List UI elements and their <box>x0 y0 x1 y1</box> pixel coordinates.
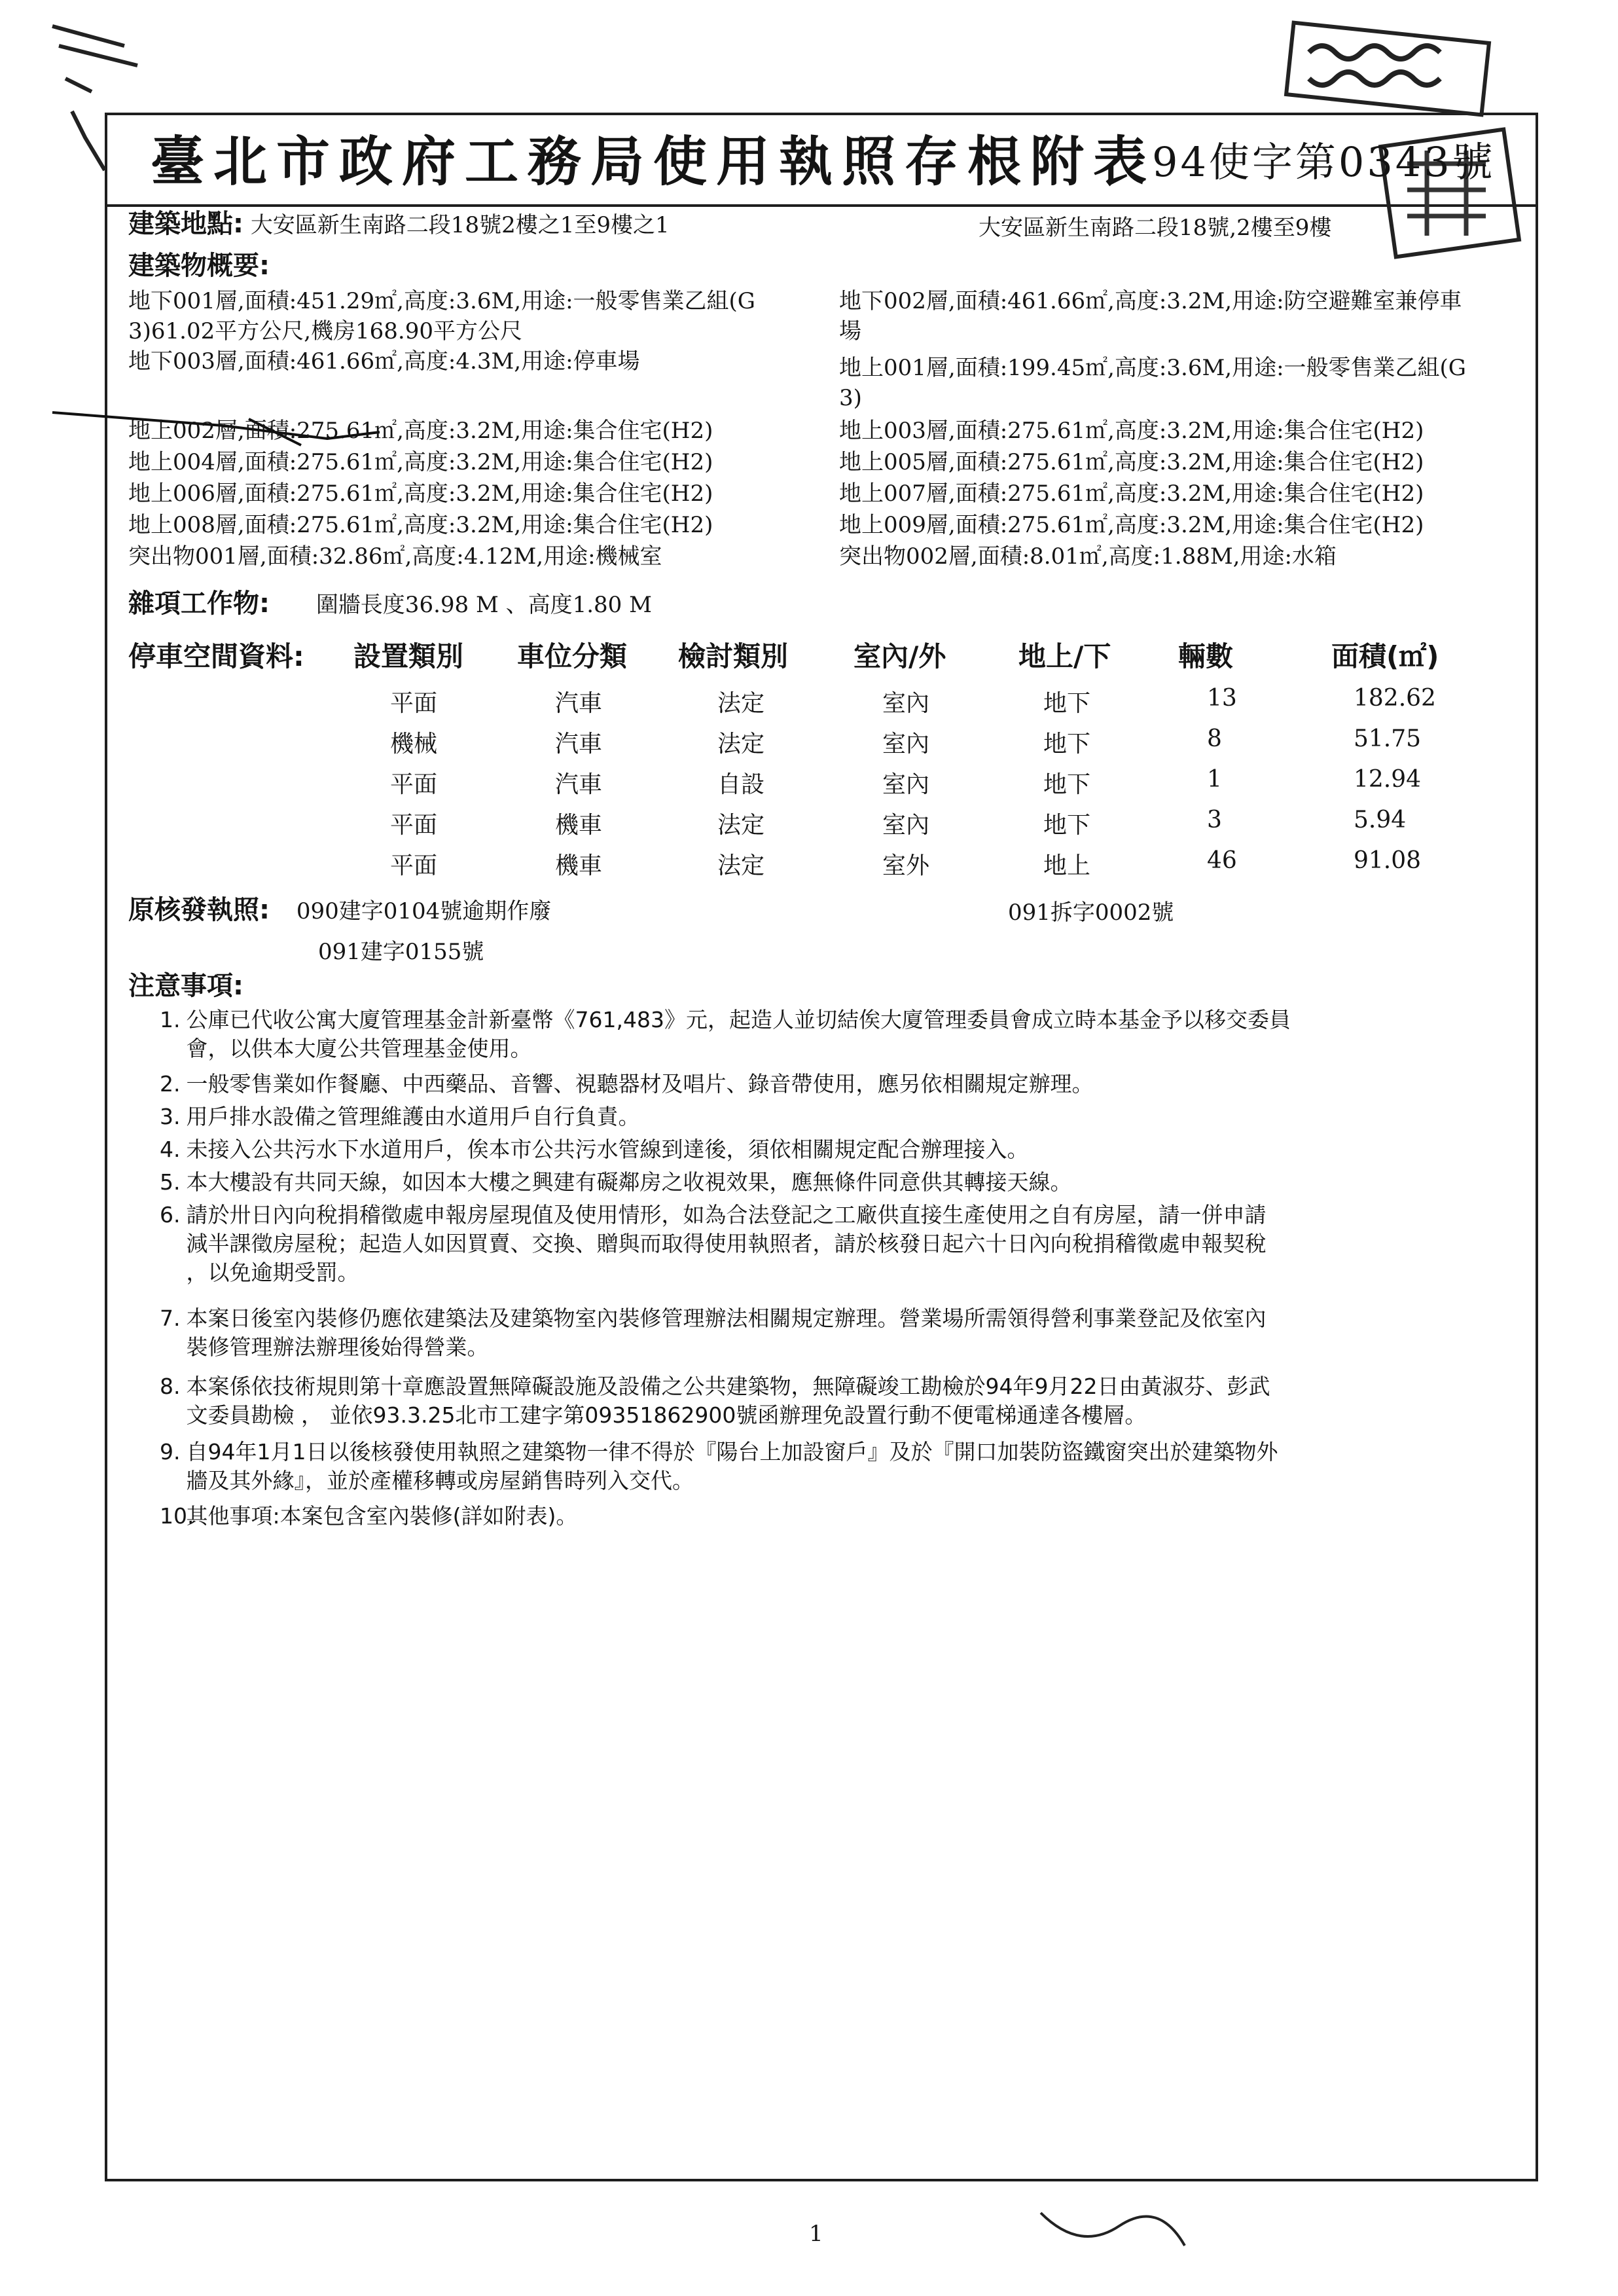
note-text: 請於卅日內向稅捐稽徵處申報房屋現值及使用情形，如為合法登記之工廠供直接生產使用之自有房屋，請一併申請 <box>186 1202 1267 1228</box>
parking-cell: 法定 <box>717 852 765 879</box>
note-text: 其他事項:本案包含室內裝修(詳如附表)。 <box>186 1503 578 1529</box>
note-number: 4. <box>160 1137 181 1162</box>
parking-cell: 12.94 <box>1354 766 1422 793</box>
misc-works-row <box>128 589 652 619</box>
parking-cell: 機械 <box>390 731 438 757</box>
note-number: 6. <box>160 1202 181 1228</box>
parking-cell: 地下 <box>1043 771 1091 798</box>
overview-right-line: 場 <box>839 318 861 344</box>
parking-cell: 平面 <box>390 812 438 839</box>
note-item <box>160 1502 1528 1531</box>
overview-right-line: 3) <box>839 385 862 411</box>
original-permit-line2: 091建字0155號 <box>318 939 484 965</box>
note-text: 文委員勘檢 ， 並依93.3.25北市工建字第09351862900號函辦理免設置行動不便電梯通達各樓層。 <box>186 1402 1147 1428</box>
note-text: 本案日後室內裝修仍應依建築法及建築物室內裝修管理辦法相關規定辦理。營業場所需領得營利事業登記及依室內 <box>186 1305 1267 1331</box>
note-number: 10. <box>160 1503 194 1529</box>
parking-cell: 8 <box>1207 725 1222 752</box>
note-item <box>160 1070 1528 1099</box>
overview-left-line: 3)61.02平方公尺,機房168.90平方公尺 <box>128 318 523 344</box>
overview-left-line: 地上008層,面積:275.61㎡,高度:3.2M,用途:集合住宅(H2) <box>128 512 713 538</box>
parking-cell: 室內 <box>882 771 930 798</box>
parking-cell: 182.62 <box>1354 685 1436 712</box>
corner-stamp-mark <box>46 20 151 177</box>
parking-cell: 平面 <box>390 852 438 879</box>
note-text: 裝修管理辦法辦理後始得營業。 <box>186 1334 489 1360</box>
overview-left-line: 突出物001層,面積:32.86㎡,高度:4.12M,用途:機械室 <box>128 543 662 570</box>
original-permit-right: 091拆字0002號 <box>1008 900 1174 926</box>
note-item <box>160 1102 1528 1131</box>
parking-cell: 5.94 <box>1354 807 1407 833</box>
parking-cell: 汽車 <box>555 731 603 757</box>
parking-cell: 51.75 <box>1354 725 1422 752</box>
note-text: 會，以供本大廈公共管理基金使用。 <box>186 1036 532 1061</box>
overview-right-line: 地上001層,面積:199.45㎡,高度:3.6M,用途:一般零售業乙組(G <box>839 355 1466 381</box>
overview-right-line: 地上007層,面積:275.61㎡,高度:3.2M,用途:集合住宅(H2) <box>839 481 1424 507</box>
parking-cell: 室外 <box>882 852 930 879</box>
parking-cell: 地下 <box>1043 690 1091 717</box>
parking-cell: 地上 <box>1043 852 1091 879</box>
parking-cell: 法定 <box>717 731 765 757</box>
note-text: 一般零售業如作餐廳、中西藥品、音響、視聽器材及唱片、錄音帶使用，應另依相關規定辦理。 <box>186 1071 1094 1097</box>
parking-cell: 室內 <box>882 690 930 717</box>
note-item <box>160 1006 1528 1063</box>
overview-right-line: 地上005層,面積:275.61㎡,高度:3.2M,用途:集合住宅(H2) <box>839 449 1424 475</box>
note-number: 8. <box>160 1374 181 1399</box>
parking-header-count: 輛數 <box>1178 640 1234 672</box>
note-item <box>160 1201 1528 1287</box>
parking-cell: 3 <box>1207 807 1222 833</box>
parking-cell: 機車 <box>555 852 603 879</box>
parking-cell: 地下 <box>1043 812 1091 839</box>
permit-number: 94使字第0343號 <box>1152 138 1496 186</box>
note-number: 9. <box>160 1439 181 1465</box>
note-number: 3. <box>160 1104 181 1129</box>
note-text: 自94年1月1日以後核發使用執照之建築物一律不得於『陽台上加設窗戶』及於『開口加裝防盜鐵窗突出於建築物外 <box>186 1439 1278 1465</box>
misc-works-value: 圍牆長度36.98 M 、高度1.80 M <box>315 592 652 618</box>
parking-header-type: 設置類別 <box>353 640 464 672</box>
parking-header-review: 檢討類別 <box>678 640 789 672</box>
parking-label: 停車空間資料: <box>128 640 304 672</box>
note-item <box>160 1135 1528 1164</box>
parking-cell: 室內 <box>882 731 930 757</box>
note-item <box>160 1438 1528 1495</box>
parking-cell: 自設 <box>717 771 765 798</box>
site-label: 建築地點: <box>128 209 243 239</box>
parking-header-area: 面積(㎡) <box>1331 640 1439 672</box>
note-text: 未接入公共污水下水道用戶，俟本市公共污水管線到達後，須依相關規定配合辦理接入。 <box>186 1137 1029 1162</box>
parking-cell: 91.08 <box>1354 847 1422 874</box>
original-permit-label: 原核發執照: <box>128 895 270 925</box>
seal-stamp-top <box>1283 20 1499 118</box>
note-number: 5. <box>160 1169 181 1195</box>
parking-cell: 地下 <box>1043 731 1091 757</box>
page-number: 1 <box>809 2221 823 2247</box>
note-number: 2. <box>160 1071 181 1097</box>
parking-header-vehicle: 車位分類 <box>517 640 628 672</box>
parking-cell: 平面 <box>390 690 438 717</box>
note-text: ，以免逾期受罰。 <box>186 1260 359 1285</box>
site-row <box>128 210 670 240</box>
overview-left-line: 地上004層,面積:275.61㎡,高度:3.2M,用途:集合住宅(H2) <box>128 449 713 475</box>
parking-header-indoor: 室內/外 <box>854 640 946 672</box>
parking-cell: 平面 <box>390 771 438 798</box>
document-title: 臺北市政府工務局使用執照存根附表 <box>151 130 1157 193</box>
overview-right-line: 地上009層,面積:275.61㎡,高度:3.2M,用途:集合住宅(H2) <box>839 512 1424 538</box>
parking-cell: 1 <box>1207 766 1222 793</box>
original-permit-line1: 090建字0104號逾期作廢 <box>296 898 552 924</box>
parking-cell: 機車 <box>555 812 603 839</box>
overview-right-line: 地下002層,面積:461.66㎡,高度:3.2M,用途:防空避難室兼停車 <box>839 288 1462 314</box>
note-text: 本大樓設有共同天線，如因本大樓之興建有礙鄰房之收視效果，應無條件同意供其轉接天線。 <box>186 1169 1072 1195</box>
overview-left-line: 地上002層,面積:275.61㎡,高度:3.2M,用途:集合住宅(H2) <box>128 418 713 444</box>
overview-right-line: 突出物002層,面積:8.01㎡,高度:1.88M,用途:水箱 <box>839 543 1337 570</box>
note-text: 本案係依技術規則第十章應設置無障礙設施及設備之公共建築物，無障礙竣工勘檢於94年9月22日由黃淑芬、彭武 <box>186 1374 1270 1399</box>
parking-cell: 法定 <box>717 690 765 717</box>
overview-left-line: 地上006層,面積:275.61㎡,高度:3.2M,用途:集合住宅(H2) <box>128 481 713 507</box>
note-number: 7. <box>160 1305 181 1331</box>
note-text: 牆及其外緣』，並於產權移轉或房屋銷售時列入交代。 <box>186 1468 694 1493</box>
bottom-stamp-mark <box>1034 2200 1191 2252</box>
notes-label: 注意事項: <box>128 971 243 1001</box>
original-permit-row <box>128 896 551 926</box>
site-address-right: 大安區新生南路二段18號,2樓至9樓 <box>979 215 1332 241</box>
misc-works-label: 雜項工作物: <box>128 589 270 619</box>
note-number: 1. <box>160 1007 181 1032</box>
parking-cell: 室內 <box>882 812 930 839</box>
note-text: 用戶排水設備之管理維護由水道用戶自行負責。 <box>186 1104 640 1129</box>
note-item <box>160 1304 1528 1362</box>
note-text: 公庫已代收公寓大廈管理基金計新臺幣《761,483》元，起造人並切結俟大廈管理委員會成立時本基金予以移交委員 <box>186 1007 1291 1032</box>
title-divider <box>105 204 1538 207</box>
site-address: 大安區新生南路二段18號2樓之1至9樓之1 <box>250 212 670 238</box>
overview-left-line: 地下003層,面積:461.66㎡,高度:4.3M,用途:停車場 <box>128 348 640 374</box>
parking-cell: 汽車 <box>555 771 603 798</box>
note-item <box>160 1372 1528 1430</box>
note-text: 減半課徵房屋稅；起造人如因買賣、交換、贈與而取得使用執照者，請於核發日起六十日內向稅捐稽徵處申報契稅 <box>186 1231 1267 1256</box>
overview-label: 建築物概要: <box>128 251 270 281</box>
parking-cell: 46 <box>1207 847 1237 874</box>
parking-cell: 汽車 <box>555 690 603 717</box>
parking-header-level: 地上/下 <box>1018 640 1111 672</box>
parking-cell: 法定 <box>717 812 765 839</box>
parking-cell: 13 <box>1207 685 1237 712</box>
overview-left-line: 地下001層,面積:451.29㎡,高度:3.6M,用途:一般零售業乙組(G <box>128 288 755 314</box>
overview-right-line: 地上003層,面積:275.61㎡,高度:3.2M,用途:集合住宅(H2) <box>839 418 1424 444</box>
note-item <box>160 1168 1528 1197</box>
